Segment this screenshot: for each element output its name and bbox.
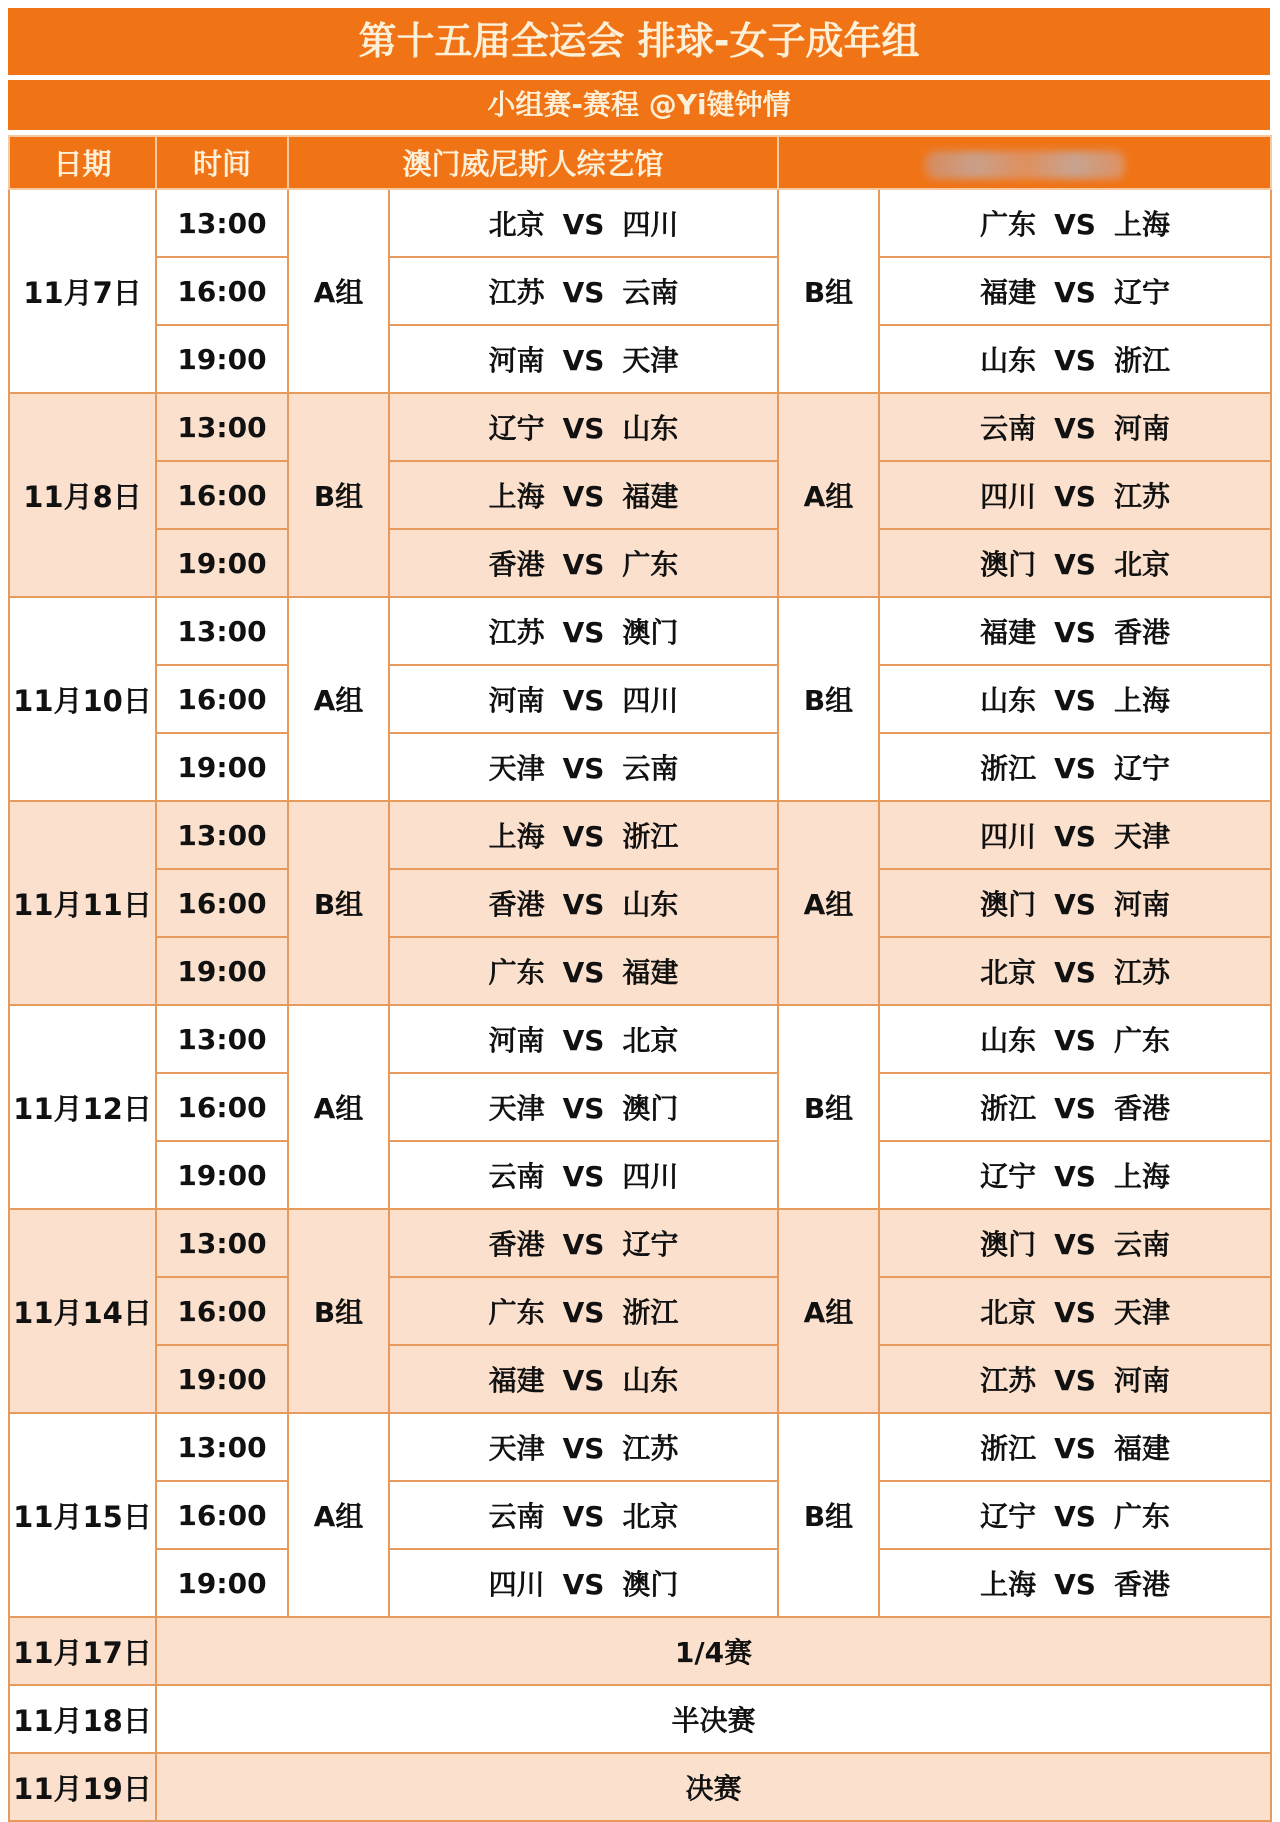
team-home: 澳门: [980, 888, 1037, 921]
team-away: 香港: [1113, 1092, 1170, 1125]
group-cell-left: A组: [288, 1413, 389, 1617]
stage-cell: 1/4赛: [156, 1617, 1271, 1685]
match-left: [389, 733, 778, 801]
group-cell-right: A组: [778, 801, 879, 1005]
time-cell: 13:00: [156, 189, 288, 257]
team-away: 香港: [1113, 616, 1170, 649]
date-cell: 11月11日: [9, 801, 156, 1005]
vs-label: VS: [1054, 344, 1096, 377]
vs-label: VS: [562, 412, 605, 445]
team-away: 浙江: [1113, 344, 1170, 377]
team-away: 广东: [622, 548, 679, 581]
team-home: 福建: [980, 616, 1037, 649]
vs-label: VS: [562, 616, 605, 649]
team-away: 福建: [622, 480, 679, 513]
team-home: 澳门: [980, 1228, 1037, 1261]
table-row: [9, 1073, 1271, 1141]
group-cell-left: B组: [288, 1209, 389, 1413]
time-cell: 16:00: [156, 1277, 288, 1345]
match-right: [879, 1005, 1271, 1073]
match-left: [389, 1481, 778, 1549]
table-row: [9, 1005, 1271, 1073]
vs-label: VS: [562, 344, 605, 377]
match-left: [389, 393, 778, 461]
table-row: [9, 325, 1271, 393]
table-row: [9, 801, 1271, 869]
blurred-text: [925, 151, 1125, 179]
vs-label: VS: [1054, 616, 1096, 649]
team-away: 河南: [1113, 412, 1170, 445]
team-home: 辽宁: [980, 1160, 1037, 1193]
team-away: 山东: [622, 1364, 679, 1397]
team-away: 北京: [622, 1024, 679, 1057]
date-cell: 11月7日: [9, 189, 156, 393]
table-row: [9, 461, 1271, 529]
team-home: 河南: [488, 1024, 545, 1057]
team-home: 天津: [488, 1092, 545, 1125]
match-right: [879, 1549, 1271, 1617]
team-away: 广东: [1113, 1024, 1170, 1057]
match-right: [879, 257, 1271, 325]
vs-label: VS: [1054, 1568, 1096, 1601]
vs-label: VS: [1054, 1228, 1096, 1261]
stage-cell: 决赛: [156, 1753, 1271, 1821]
time-cell: 13:00: [156, 1005, 288, 1073]
match-right: [879, 1073, 1271, 1141]
match-right: [879, 529, 1271, 597]
team-home: 云南: [980, 412, 1037, 445]
vs-label: VS: [562, 1500, 605, 1533]
vs-label: VS: [1054, 888, 1096, 921]
match-left: [389, 1345, 778, 1413]
team-home: 四川: [980, 820, 1037, 853]
vs-label: VS: [562, 1296, 605, 1329]
team-home: 辽宁: [488, 412, 545, 445]
vs-label: VS: [1054, 820, 1096, 853]
match-right: [879, 1209, 1271, 1277]
team-away: 广东: [1113, 1500, 1170, 1533]
table-row: [9, 597, 1271, 665]
team-home: 河南: [488, 344, 545, 377]
team-away: 上海: [1113, 684, 1170, 717]
group-cell-right: B组: [778, 597, 879, 801]
group-cell-left: A组: [288, 597, 389, 801]
team-away: 辽宁: [1113, 276, 1170, 309]
match-right: [879, 1413, 1271, 1481]
knockout-row: [9, 1685, 1271, 1753]
vs-label: VS: [562, 1228, 605, 1261]
team-away: 四川: [622, 1160, 679, 1193]
team-home: 云南: [488, 1500, 545, 1533]
table-row: [9, 1345, 1271, 1413]
match-left: [389, 869, 778, 937]
group-cell-right: B组: [778, 189, 879, 393]
date-cell: 11月18日: [9, 1685, 156, 1753]
team-home: 北京: [980, 956, 1037, 989]
team-away: 四川: [622, 684, 679, 717]
table-row: [9, 393, 1271, 461]
match-right: [879, 665, 1271, 733]
vs-label: VS: [1054, 276, 1096, 309]
match-left: [389, 1413, 778, 1481]
time-cell: 13:00: [156, 1209, 288, 1277]
match-left: [389, 461, 778, 529]
team-away: 上海: [1113, 208, 1170, 241]
team-away: 江苏: [622, 1432, 679, 1465]
team-home: 广东: [488, 1296, 545, 1329]
match-left: [389, 597, 778, 665]
team-home: 天津: [488, 1432, 545, 1465]
team-away: 山东: [622, 412, 679, 445]
team-home: 云南: [488, 1160, 545, 1193]
vs-label: VS: [1054, 412, 1096, 445]
vs-label: VS: [562, 276, 605, 309]
vs-label: VS: [562, 548, 605, 581]
team-home: 上海: [980, 1568, 1037, 1601]
team-home: 北京: [488, 208, 545, 241]
team-away: 辽宁: [1113, 752, 1170, 785]
team-away: 辽宁: [622, 1228, 679, 1261]
match-left: [389, 529, 778, 597]
match-left: [389, 1549, 778, 1617]
date-cell: 11月15日: [9, 1413, 156, 1617]
team-home: 天津: [488, 752, 545, 785]
match-right: [879, 461, 1271, 529]
vs-label: VS: [562, 684, 605, 717]
table-row: [9, 1481, 1271, 1549]
team-home: 福建: [488, 1364, 545, 1397]
match-right: [879, 1345, 1271, 1413]
team-away: 四川: [622, 208, 679, 241]
time-cell: 13:00: [156, 1413, 288, 1481]
vs-label: VS: [1054, 1024, 1096, 1057]
match-right: [879, 597, 1271, 665]
team-home: 浙江: [980, 1432, 1037, 1465]
team-away: 澳门: [622, 1568, 679, 1601]
vs-label: VS: [1054, 1160, 1096, 1193]
team-away: 澳门: [622, 616, 679, 649]
team-away: 北京: [622, 1500, 679, 1533]
header-date: 日期: [9, 136, 156, 189]
vs-label: VS: [1054, 1296, 1096, 1329]
team-away: 浙江: [622, 820, 679, 853]
match-left: [389, 325, 778, 393]
match-left: [389, 937, 778, 1005]
match-left: [389, 1073, 778, 1141]
team-home: 浙江: [980, 752, 1037, 785]
table-row: [9, 529, 1271, 597]
team-away: 浙江: [622, 1296, 679, 1329]
time-cell: 16:00: [156, 665, 288, 733]
team-away: 山东: [622, 888, 679, 921]
time-cell: 19:00: [156, 937, 288, 1005]
date-cell: 11月19日: [9, 1753, 156, 1821]
match-left: [389, 189, 778, 257]
vs-label: VS: [1054, 752, 1096, 785]
vs-label: VS: [1054, 1500, 1096, 1533]
match-left: [389, 257, 778, 325]
team-home: 广东: [980, 208, 1037, 241]
team-away: 天津: [1113, 820, 1170, 853]
vs-label: VS: [562, 1432, 605, 1465]
table-row: [9, 937, 1271, 1005]
page-title: 第十五届全运会 排球-女子成年组: [8, 8, 1270, 75]
header-row: [9, 136, 1271, 189]
team-away: 澳门: [622, 1092, 679, 1125]
table-row: [9, 1277, 1271, 1345]
vs-label: VS: [1054, 684, 1096, 717]
date-cell: 11月14日: [9, 1209, 156, 1413]
team-home: 山东: [980, 1024, 1037, 1057]
team-away: 江苏: [1113, 480, 1170, 513]
match-left: [389, 1209, 778, 1277]
group-cell-right: B组: [778, 1413, 879, 1617]
team-away: 北京: [1113, 548, 1170, 581]
time-cell: 19:00: [156, 529, 288, 597]
time-cell: 16:00: [156, 869, 288, 937]
vs-label: VS: [562, 1024, 605, 1057]
date-cell: 11月8日: [9, 393, 156, 597]
team-away: 云南: [1113, 1228, 1170, 1261]
vs-label: VS: [1054, 548, 1096, 581]
knockout-row: [9, 1617, 1271, 1685]
team-home: 香港: [488, 1228, 545, 1261]
time-cell: 16:00: [156, 461, 288, 529]
match-left: [389, 1005, 778, 1073]
time-cell: 19:00: [156, 733, 288, 801]
date-cell: 11月10日: [9, 597, 156, 801]
vs-label: VS: [562, 1160, 605, 1193]
team-away: 天津: [622, 344, 679, 377]
match-right: [879, 393, 1271, 461]
team-home: 四川: [980, 480, 1037, 513]
table-row: [9, 1413, 1271, 1481]
team-home: 上海: [488, 480, 545, 513]
knockout-row: [9, 1753, 1271, 1821]
team-home: 福建: [980, 276, 1037, 309]
time-cell: 16:00: [156, 1481, 288, 1549]
time-cell: 13:00: [156, 801, 288, 869]
vs-label: VS: [562, 752, 605, 785]
match-right: [879, 1277, 1271, 1345]
match-right: [879, 801, 1271, 869]
vs-label: VS: [1054, 208, 1096, 241]
header-venue-2-blurred: [778, 136, 1271, 189]
schedule-table: [8, 135, 1272, 1822]
vs-label: VS: [1054, 1092, 1096, 1125]
group-cell-left: A组: [288, 1005, 389, 1209]
vs-label: VS: [562, 956, 605, 989]
team-away: 云南: [622, 276, 679, 309]
date-cell: 11月12日: [9, 1005, 156, 1209]
vs-label: VS: [562, 1092, 605, 1125]
group-cell-left: B组: [288, 801, 389, 1005]
team-home: 香港: [488, 548, 545, 581]
match-left: [389, 801, 778, 869]
table-row: [9, 257, 1271, 325]
team-away: 天津: [1113, 1296, 1170, 1329]
team-home: 河南: [488, 684, 545, 717]
time-cell: 16:00: [156, 1073, 288, 1141]
vs-label: VS: [1054, 956, 1096, 989]
team-home: 北京: [980, 1296, 1037, 1329]
match-right: [879, 325, 1271, 393]
time-cell: 13:00: [156, 597, 288, 665]
vs-label: VS: [562, 1568, 605, 1601]
match-right: [879, 1141, 1271, 1209]
match-right: [879, 733, 1271, 801]
match-right: [879, 869, 1271, 937]
team-home: 江苏: [488, 276, 545, 309]
vs-label: VS: [562, 208, 605, 241]
team-away: 江苏: [1113, 956, 1170, 989]
table-row: [9, 189, 1271, 257]
team-home: 香港: [488, 888, 545, 921]
vs-label: VS: [1054, 1432, 1096, 1465]
team-away: 上海: [1113, 1160, 1170, 1193]
time-cell: 16:00: [156, 257, 288, 325]
time-cell: 13:00: [156, 393, 288, 461]
team-home: 上海: [488, 820, 545, 853]
match-right: [879, 1481, 1271, 1549]
page-subtitle: 小组赛-赛程 @Yi键钟情: [8, 80, 1270, 130]
header-venue: 澳门威尼斯人综艺馆: [288, 136, 778, 189]
vs-label: VS: [562, 820, 605, 853]
team-away: 河南: [1113, 1364, 1170, 1397]
team-away: 福建: [1113, 1432, 1170, 1465]
team-home: 山东: [980, 344, 1037, 377]
team-away: 河南: [1113, 888, 1170, 921]
group-cell-right: B组: [778, 1005, 879, 1209]
table-row: [9, 1141, 1271, 1209]
team-home: 山东: [980, 684, 1037, 717]
group-cell-left: B组: [288, 393, 389, 597]
vs-label: VS: [562, 888, 605, 921]
vs-label: VS: [1054, 1364, 1096, 1397]
match-right: [879, 937, 1271, 1005]
time-cell: 19:00: [156, 325, 288, 393]
table-row: [9, 1209, 1271, 1277]
table-row: [9, 733, 1271, 801]
group-cell-left: A组: [288, 189, 389, 393]
team-home: 广东: [488, 956, 545, 989]
time-cell: 19:00: [156, 1141, 288, 1209]
table-row: [9, 665, 1271, 733]
team-home: 澳门: [980, 548, 1037, 581]
team-away: 香港: [1113, 1568, 1170, 1601]
team-away: 云南: [622, 752, 679, 785]
vs-label: VS: [1054, 480, 1096, 513]
vs-label: VS: [562, 480, 605, 513]
time-cell: 19:00: [156, 1345, 288, 1413]
team-home: 辽宁: [980, 1500, 1037, 1533]
table-row: [9, 1549, 1271, 1617]
team-away: 福建: [622, 956, 679, 989]
team-home: 四川: [488, 1568, 545, 1601]
group-cell-right: A组: [778, 393, 879, 597]
match-left: [389, 1277, 778, 1345]
time-cell: 19:00: [156, 1549, 288, 1617]
match-left: [389, 665, 778, 733]
match-right: [879, 189, 1271, 257]
date-cell: 11月17日: [9, 1617, 156, 1685]
header-time: 时间: [156, 136, 288, 189]
team-home: 江苏: [488, 616, 545, 649]
group-cell-right: A组: [778, 1209, 879, 1413]
team-home: 浙江: [980, 1092, 1037, 1125]
table-row: [9, 869, 1271, 937]
match-left: [389, 1141, 778, 1209]
stage-cell: 半决赛: [156, 1685, 1271, 1753]
team-home: 江苏: [980, 1364, 1037, 1397]
vs-label: VS: [562, 1364, 605, 1397]
